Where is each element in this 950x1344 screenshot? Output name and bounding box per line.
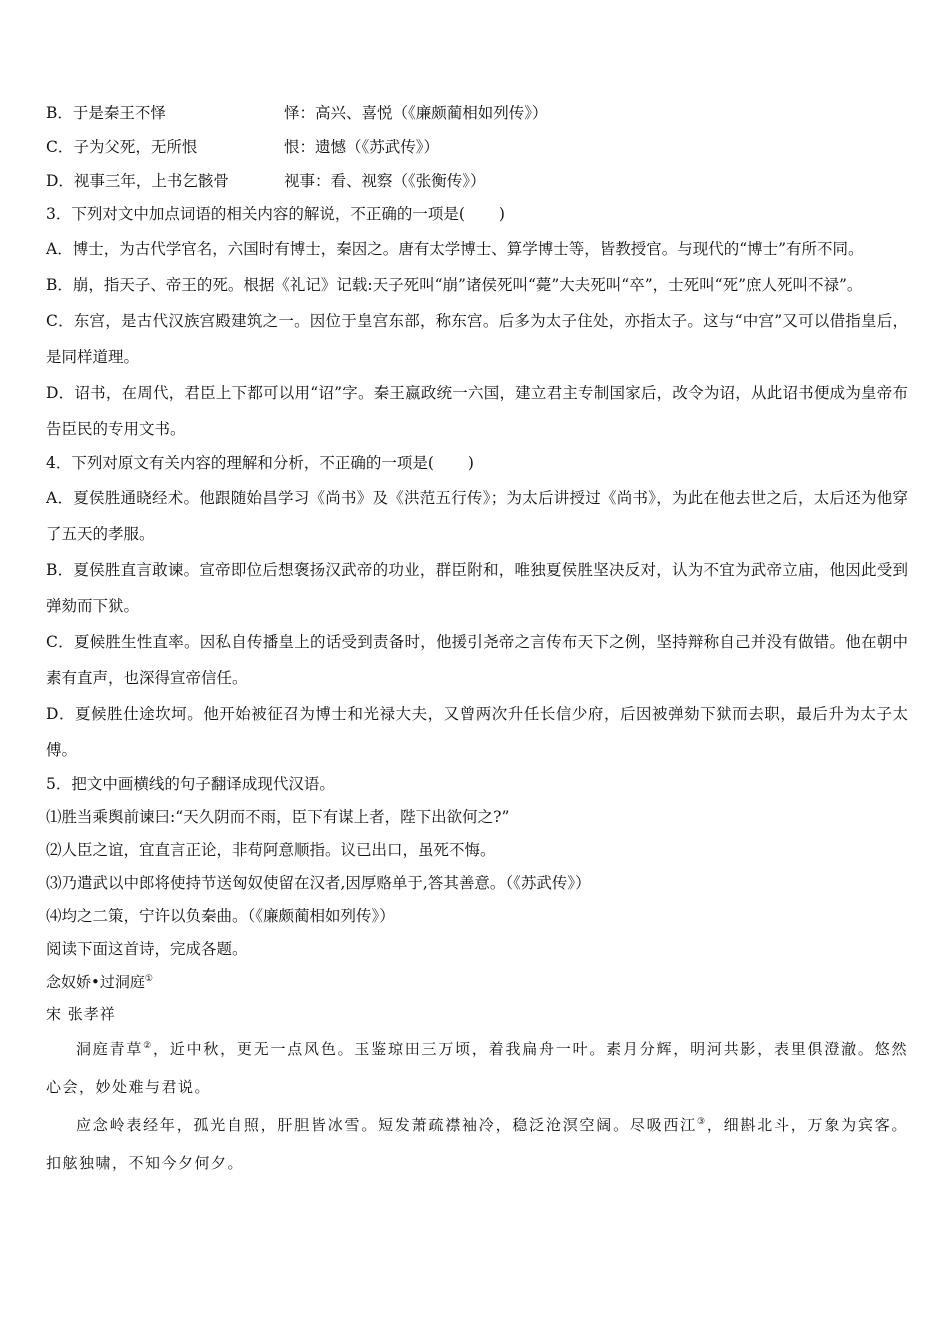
- q3-option-a: A．博士，为古代学官名，六国时有博士，秦因之。唐有太学博士、算学博士等，皆教授官。与现代的“博士”有所不同。: [46, 240, 864, 258]
- q4-option-a: A．夏侯胜通晓经术。他跟随始昌学习《尚书》及《洪范五行传》；为太后讲授过《尚书》，为此在他去世之后，太后还为他穿了五天的孝服。: [46, 489, 908, 543]
- q5-item-3: ⑶乃遣武以中郎将使持节送匈奴使留在汉者,因厚赂单于,答其善意。（《苏武传》）: [46, 874, 591, 892]
- q2-option-d-sentence: D．视事三年，上书乞骸骨: [46, 171, 229, 190]
- reading-intro: 阅读下面这首诗，完成各题。: [46, 940, 248, 958]
- q4-option-d: D．夏候胜仕途坎坷。他开始被征召为博士和光禄大夫，又曾两次升任长信少府，后因被弹劾下狱而去职，最后升为太子太傅。: [46, 705, 908, 759]
- question-5: [46, 768, 908, 933]
- q2-option-b-sentence: B．于是秦王不怿: [46, 103, 166, 122]
- q5-item-4: ⑷均之二策，宁许以负秦曲。（《廉颇蔺相如列传》）: [46, 907, 395, 925]
- q3-option-d: D．诏书，在周代，君臣上下都可以用“诏”字。秦王嬴政统一六国，建立君主专制国家后，改令为诏，从此诏书便成为皇帝布告臣民的专用文书。: [46, 384, 908, 438]
- q4-stem-close: ): [467, 454, 474, 472]
- q3-stem-close: ): [498, 205, 505, 223]
- question-4: [46, 447, 908, 768]
- q5-stem: 5．把文中画横线的句子翻译成现代汉语。: [46, 775, 335, 793]
- q3-option-b: B．崩，指天子、帝王的死。根据《礼记》记载:天子死叫“崩”诸侯死叫“薨”大夫死叫“卒”，士死叫“死”庶人死叫不禄”。: [46, 276, 863, 294]
- q5-item-2: ⑵人臣之谊，宜直言正论，非苟阿意顺指。议已出口，虽死不悔。: [46, 841, 496, 859]
- poem-stanza-2-start: 应念岭表经年，孤光自照，肝胆皆冰雪。短发萧疏襟袖冷，稳泛沧溟空阔。尽吸西江: [76, 1116, 697, 1134]
- q3-stem: [46, 198, 908, 231]
- poem-stanza-1: [46, 1030, 908, 1106]
- q4-option-c: C．夏候胜生性直率。因私自传播皇上的话受到责备时，他援引尧帝之言传布天下之例，坚持辩称自己并没有做错。他在朝中素有直声，也深得宣帝信任。: [46, 633, 908, 687]
- poem-title-text: 念奴娇•过洞庭: [46, 973, 145, 991]
- q2-option-b-explanation: 怿：高兴、喜悦（《廉颇蔺相如列传》）: [284, 103, 548, 122]
- q2-option-b: [46, 96, 908, 130]
- poem-footnote-3: ③: [697, 1117, 707, 1127]
- question-3: [46, 198, 908, 447]
- q2-option-c-sentence: C．子为父死，无所恨: [46, 137, 198, 156]
- poem-stanza-2: [46, 1106, 908, 1182]
- q4-stem-text: 4．下列对原文有关内容的理解和分析，不正确的一项是(: [46, 454, 434, 472]
- document-page: [46, 96, 908, 1182]
- poem-stanza-1-rest: ，近中秋，更无一点风色。玉鉴琼田三万顷，着我扁舟一叶。素月分辉，明河共影，表里俱澄澈。悠然心会，妙处难与君说。: [46, 1040, 908, 1096]
- q2-option-d: [46, 164, 908, 198]
- q2-option-d-explanation: 视事：看、视察（《张衡传》）: [284, 171, 486, 190]
- q4-option-b: B．夏侯胜直言敢谏。宣帝即位后想褒扬汉武帝的功业，群臣附和，唯独夏侯胜坚决反对，认为不宜为武帝立庙，他因此受到弹劾而下狱。: [46, 561, 908, 615]
- q3-option-c: C．东宫，是古代汉族宫殿建筑之一。因位于皇宫东部，称东宫。后多为太子住处，亦指太子。这与“中宫”又可以借指皇后，是同样道理。: [46, 312, 908, 366]
- q5-item-1: ⑴胜当乘舆前谏曰:“天久阴而不雨，臣下有谋上者，陛下出欲何之?”: [46, 808, 510, 826]
- poem-stanza-1-start: 洞庭青草: [76, 1040, 144, 1058]
- poem-author: 宋 张孝祥: [46, 1005, 116, 1023]
- poem-title: [46, 966, 908, 998]
- q2-option-c: [46, 130, 908, 164]
- q3-stem-text: 3．下列对文中加点词语的相关内容的解说，不正确的一项是(: [46, 205, 465, 223]
- poem-stanza-2-rest: ，细斟北斗，万象为宾客。扣舷独啸，不知今夕何夕。: [46, 1116, 908, 1172]
- question-2-options: [46, 96, 908, 198]
- q2-option-c-explanation: 恨：遗憾（《苏武传》）: [284, 137, 440, 156]
- poem: [46, 966, 908, 1182]
- poem-title-footnote: ①: [144, 974, 153, 984]
- q4-stem: [46, 447, 908, 480]
- poem-footnote-2: ②: [143, 1041, 153, 1051]
